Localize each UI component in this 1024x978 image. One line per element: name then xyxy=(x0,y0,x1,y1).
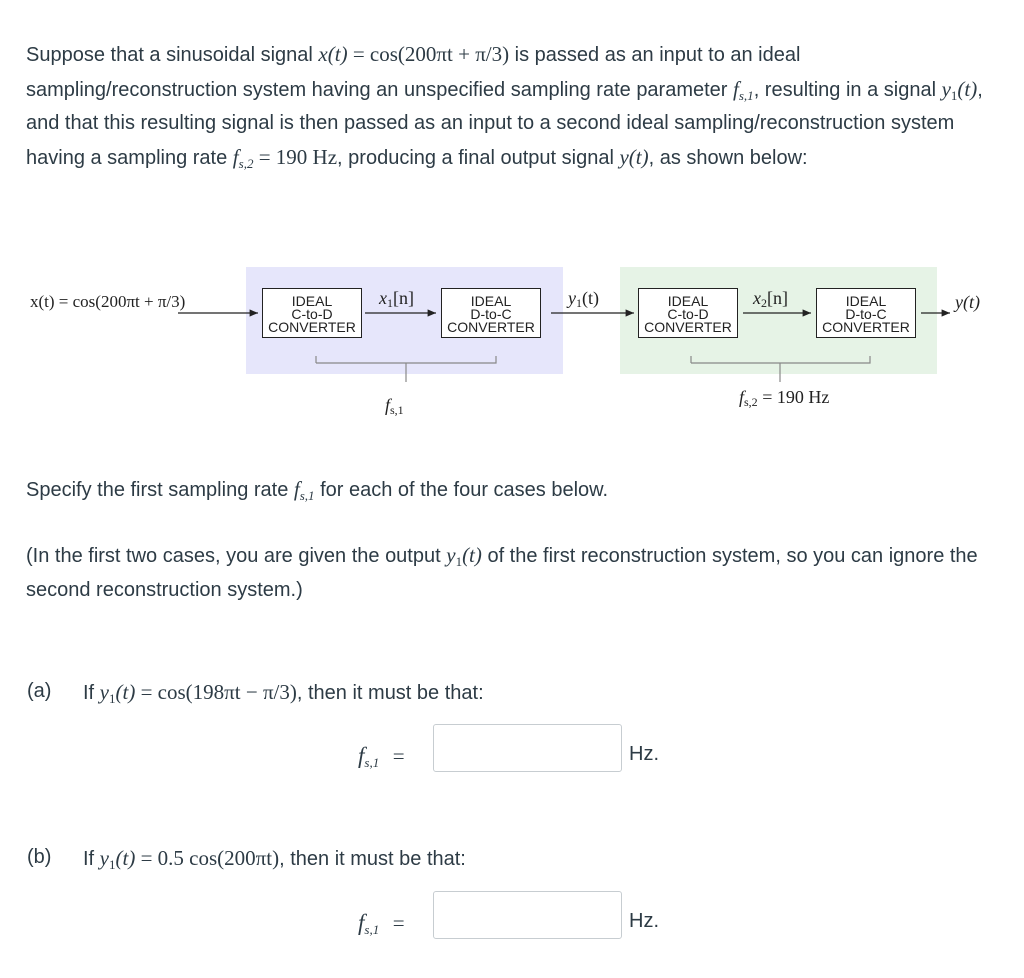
x1n-symbol: x xyxy=(379,288,387,308)
specify-text-1: Specify the first sampling rate xyxy=(26,479,294,501)
block2-line3: CONVERTER xyxy=(447,319,535,335)
fs2-subscript: s,2 xyxy=(238,155,254,171)
part-b-y: y xyxy=(99,846,109,870)
intro-paragraph xyxy=(26,38,1001,175)
part-a-if: If xyxy=(83,682,100,704)
part-a-equals: = xyxy=(392,744,405,768)
y1t-label xyxy=(568,288,599,311)
y-output-signal: y(t) xyxy=(619,144,649,169)
block-c-to-d-2 xyxy=(638,288,738,338)
intro-text-5: , producing a final output signal xyxy=(337,146,620,169)
yt-label xyxy=(955,292,980,313)
x2n-symbol: x xyxy=(753,288,761,308)
clock-line-2b xyxy=(691,356,870,363)
fs2-symbol-diag: f xyxy=(739,387,745,407)
input-signal-text: x(t) = cos(200πt + π/3) xyxy=(30,292,186,311)
part-a-arg: (t) xyxy=(115,680,136,704)
part-b-label: (b) xyxy=(27,846,52,868)
part-b-lhs xyxy=(358,910,405,936)
x1n-label xyxy=(379,288,414,311)
x2n-arg: [n] xyxy=(767,288,788,308)
block-diagram xyxy=(0,262,1024,432)
fs2-value-diag: = 190 Hz xyxy=(757,387,830,407)
intro-text-2: is passed as an input to an ideal sampling/reconstruction system having an unspecified sampling rate parameter xyxy=(26,44,801,101)
block-d-to-c-1 xyxy=(441,288,541,338)
part-a-lhs xyxy=(358,743,405,769)
intro-text-6: , as shown below: xyxy=(648,146,808,169)
part-b-if: If xyxy=(83,848,100,870)
part-b-equals: = xyxy=(392,911,405,935)
intro-text-4: , and that this resulting signal is then passed as an input to a second ideal sampling/reconstruction system having a sampling rate xyxy=(26,78,983,169)
x-signal: x(t) xyxy=(318,42,348,66)
part-a-label: (a) xyxy=(27,680,52,702)
part-a-equation: = cos(198πt − π/3) xyxy=(135,680,297,704)
x1n-arg: [n] xyxy=(393,288,414,308)
part-b-tail: , then it must be that: xyxy=(279,848,466,870)
part-b-question xyxy=(83,846,466,871)
intro-text-1: Suppose that a sinusoidal signal xyxy=(26,44,319,66)
part-a-sub: 1 xyxy=(109,691,116,706)
block2-line1: IDEAL xyxy=(470,293,512,309)
y1t-symbol: y xyxy=(568,288,576,308)
clock-line-1b xyxy=(316,356,496,363)
note-arg: (t) xyxy=(462,543,482,567)
block3-line1: IDEAL xyxy=(667,293,709,309)
block1-line2: C-to-D xyxy=(291,306,333,322)
y1-arg: (t) xyxy=(957,76,978,101)
fs2-subscript-diag: s,2 xyxy=(744,395,758,409)
part-b-unit: Hz. xyxy=(629,910,659,932)
part-b-lhs-sub: s,1 xyxy=(364,922,380,937)
part-a-tail: , then it must be that: xyxy=(296,682,484,704)
specify-text-2: for each of the four cases below. xyxy=(314,479,609,501)
part-b-equation: = 0.5 cos(200πt) xyxy=(135,846,280,870)
part-b-arg: (t) xyxy=(115,846,136,870)
y1-symbol: y xyxy=(941,76,951,101)
part-b-lhs-f: f xyxy=(358,910,365,935)
fs2-label xyxy=(739,387,829,410)
note-text-1: (In the first two cases, you are given the output xyxy=(26,545,447,567)
part-a-y: y xyxy=(99,680,109,704)
input-signal-label xyxy=(30,292,185,312)
x2n-label xyxy=(753,288,788,311)
fs1-symbol: f xyxy=(733,76,739,101)
part-a-answer-input[interactable] xyxy=(433,724,622,772)
part-b-answer-input[interactable] xyxy=(433,891,622,939)
block3-line2: C-to-D xyxy=(667,306,709,322)
fs1-subscript-diag: s,1 xyxy=(390,403,404,417)
part-b-sub: 1 xyxy=(109,857,116,872)
note-y: y xyxy=(446,543,456,567)
fs1-symbol-diag: f xyxy=(385,395,391,415)
intro-text-3: , resulting in a signal xyxy=(753,78,942,101)
block1-line1: IDEAL xyxy=(291,293,333,309)
part-a-lhs-f: f xyxy=(358,743,365,768)
note-sub: 1 xyxy=(455,554,463,569)
block3-line3: CONVERTER xyxy=(644,319,732,335)
y1t-subscript: 1 xyxy=(576,296,582,310)
specify-paragraph xyxy=(26,473,1001,508)
note-text-2: of the first reconstruction system, so you can ignore the second reconstruction system.) xyxy=(26,545,978,601)
fs1-subscript: s,1 xyxy=(738,87,754,103)
block4-line1: IDEAL xyxy=(845,293,887,309)
x-signal-equation: = cos(200πt + π/3) xyxy=(347,42,510,66)
x1n-subscript: 1 xyxy=(387,296,393,310)
fs2-value: = 190 Hz xyxy=(253,144,338,169)
fs2-symbol: f xyxy=(232,144,239,169)
part-a-unit: Hz. xyxy=(629,743,659,765)
block-d-to-c-2 xyxy=(816,288,916,338)
specify-f: f xyxy=(293,477,300,501)
block2-line2: D-to-C xyxy=(470,306,512,322)
block-c-to-d-1 xyxy=(262,288,362,338)
block4-line2: D-to-C xyxy=(845,306,887,322)
fs1-label xyxy=(385,395,404,418)
block4-line3: CONVERTER xyxy=(822,319,910,335)
specify-sub: s,1 xyxy=(299,488,315,503)
block1-line3: CONVERTER xyxy=(268,319,356,335)
part-a-question xyxy=(83,680,484,705)
part-a-lhs-sub: s,1 xyxy=(364,755,380,770)
yt-text: y(t) xyxy=(955,292,980,312)
note-paragraph xyxy=(26,539,1001,607)
x2n-subscript: 2 xyxy=(761,296,767,310)
y1-subscript: 1 xyxy=(950,87,958,103)
y1t-arg: (t) xyxy=(582,288,599,308)
